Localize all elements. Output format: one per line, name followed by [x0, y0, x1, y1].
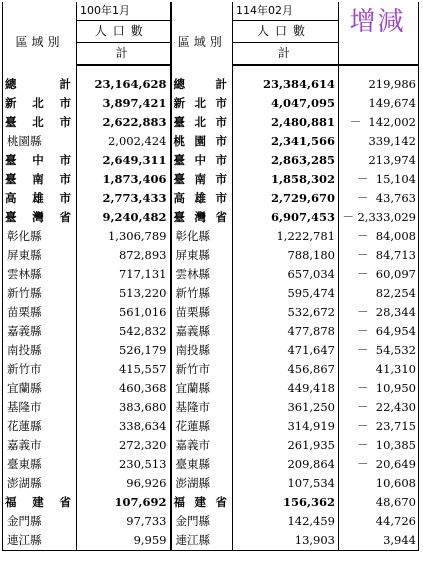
table-row — [3, 360, 419, 379]
table-row — [3, 132, 419, 151]
population-new: 314,919 — [233, 417, 339, 436]
region-name-new: 臺南市 — [171, 170, 233, 189]
region-name-new: 高雄市 — [171, 189, 233, 208]
region-name-old: 臺灣省 — [3, 208, 77, 227]
region-name-old: 雲林縣 — [3, 265, 77, 284]
table-row — [3, 265, 419, 284]
table-row — [3, 512, 419, 531]
region-name-old: 臺中市 — [3, 151, 77, 170]
table-row — [3, 398, 419, 417]
population-new: 4,047,095 — [233, 94, 339, 113]
region-name-old: 基隆市 — [3, 398, 77, 417]
population-old: 1,873,406 — [77, 170, 171, 189]
table-row — [3, 322, 419, 341]
region-name-old: 臺東縣 — [3, 455, 77, 474]
population-old: 2,773,433 — [77, 189, 171, 208]
population-new: 209,864 — [233, 455, 339, 474]
population-change: － 60,097 — [339, 265, 419, 284]
population-new: 156,362 — [233, 493, 339, 512]
table-row — [3, 436, 419, 455]
population-old: 97,733 — [77, 512, 171, 531]
population-old: 513,220 — [77, 284, 171, 303]
population-change: － 15,104 — [339, 170, 419, 189]
population-new: 13,903 — [233, 531, 339, 551]
region-name-new: 臺北市 — [171, 113, 233, 132]
region-name-old: 新北市 — [3, 94, 77, 113]
region-header-new: 區域別 — [171, 21, 233, 66]
population-change: 41,310 — [339, 360, 419, 379]
population-change: － 10,950 — [339, 379, 419, 398]
population-new: 2,729,670 — [233, 189, 339, 208]
population-old: 383,680 — [77, 398, 171, 417]
population-new: 456,867 — [233, 360, 339, 379]
population-new: 6,907,453 — [233, 208, 339, 227]
table-row — [3, 341, 419, 360]
region-name-new: 嘉義市 — [171, 436, 233, 455]
population-change: － 28,344 — [339, 303, 419, 322]
region-name-new: 連江縣 — [171, 531, 233, 551]
region-name-new: 金門縣 — [171, 512, 233, 531]
population-new: 1,222,781 — [233, 227, 339, 246]
region-name-old: 福建省 — [3, 493, 77, 512]
table-row — [3, 113, 419, 132]
population-change: 10,608 — [339, 474, 419, 493]
region-name-old: 嘉義縣 — [3, 322, 77, 341]
population-new: 477,878 — [233, 322, 339, 341]
region-name-old: 金門縣 — [3, 512, 77, 531]
population-new: 788,180 — [233, 246, 339, 265]
population-change: － 10,385 — [339, 436, 419, 455]
table-row — [3, 75, 419, 94]
region-name-old: 高雄市 — [3, 189, 77, 208]
population-old: 2,622,883 — [77, 113, 171, 132]
region-name-new: 澎湖縣 — [171, 474, 233, 493]
population-old: 561,016 — [77, 303, 171, 322]
population-old: 338,634 — [77, 417, 171, 436]
population-old: 9,240,482 — [77, 208, 171, 227]
region-name-new: 宜蘭縣 — [171, 379, 233, 398]
region-name-new: 苗栗縣 — [171, 303, 233, 322]
region-name-old: 彰化縣 — [3, 227, 77, 246]
region-name-new: 新竹市 — [171, 360, 233, 379]
population-old: 23,164,628 — [77, 75, 171, 94]
population-change: 48,670 — [339, 493, 419, 512]
region-name-old: 總 計 — [3, 75, 77, 94]
region-name-old: 嘉義市 — [3, 436, 77, 455]
population-old: 230,513 — [77, 455, 171, 474]
table-row — [3, 417, 419, 436]
population-change: 213,974 — [339, 151, 419, 170]
region-name-new: 南投縣 — [171, 341, 233, 360]
population-header-old: 人口數 — [77, 21, 171, 43]
population-old: 96,926 — [77, 474, 171, 493]
population-change: 149,674 — [339, 94, 419, 113]
region-name-new: 基隆市 — [171, 398, 233, 417]
population-old: 3,897,421 — [77, 94, 171, 113]
region-name-old: 澎湖縣 — [3, 474, 77, 493]
region-name-old: 新竹縣 — [3, 284, 77, 303]
table-row — [3, 227, 419, 246]
table-row — [3, 474, 419, 493]
population-new: 2,341,566 — [233, 132, 339, 151]
population-change: － 84,713 — [339, 246, 419, 265]
population-new: 532,672 — [233, 303, 339, 322]
region-name-new: 臺灣省 — [171, 208, 233, 227]
region-name-old: 苗栗縣 — [3, 303, 77, 322]
total-header-old: 計 — [77, 43, 171, 66]
population-change: － 43,763 — [339, 189, 419, 208]
table-row — [3, 94, 419, 113]
table-row — [3, 170, 419, 189]
population-old: 526,179 — [77, 341, 171, 360]
table-row — [3, 303, 419, 322]
population-new: 23,384,614 — [233, 75, 339, 94]
table-row — [3, 379, 419, 398]
population-change: 219,986 — [339, 75, 419, 94]
table-row — [3, 208, 419, 227]
period-old: 100年1月 — [77, 2, 171, 21]
region-name-new: 彰化縣 — [171, 227, 233, 246]
region-name-new: 新竹縣 — [171, 284, 233, 303]
population-new: 142,459 — [233, 512, 339, 531]
population-new: 1,858,302 — [233, 170, 339, 189]
population-change: － 64,954 — [339, 322, 419, 341]
region-name-new: 新北市 — [171, 94, 233, 113]
population-change: － 54,532 — [339, 341, 419, 360]
population-old: 1,306,789 — [77, 227, 171, 246]
population-old: 107,692 — [77, 493, 171, 512]
population-change: － 2,333,029 — [339, 208, 419, 227]
table-row — [3, 189, 419, 208]
population-change: － 20,649 — [339, 455, 419, 474]
population-change: 3,944 — [339, 531, 419, 551]
population-old: 272,320 — [77, 436, 171, 455]
table-row — [3, 493, 419, 512]
population-old: 872,893 — [77, 246, 171, 265]
population-new: 107,534 — [233, 474, 339, 493]
population-change: － 22,430 — [339, 398, 419, 417]
region-name-new: 福建省 — [171, 493, 233, 512]
region-name-new: 嘉義縣 — [171, 322, 233, 341]
region-name-new: 屏東縣 — [171, 246, 233, 265]
region-name-old: 桃園縣 — [3, 132, 77, 151]
change-header: 增減 — [339, 2, 419, 43]
region-name-old: 南投縣 — [3, 341, 77, 360]
region-name-old: 花蓮縣 — [3, 417, 77, 436]
population-new: 449,418 — [233, 379, 339, 398]
population-new: 361,250 — [233, 398, 339, 417]
region-name-old: 新竹市 — [3, 360, 77, 379]
population-old: 542,832 — [77, 322, 171, 341]
period-new: 114年02月 — [233, 2, 339, 21]
header-row-period — [3, 2, 419, 21]
population-old: 717,131 — [77, 265, 171, 284]
table-row — [3, 455, 419, 474]
header-spacer — [3, 65, 419, 75]
region-name-old: 連江縣 — [3, 531, 77, 551]
region-name-new: 臺中市 — [171, 151, 233, 170]
population-change: 339,142 — [339, 132, 419, 151]
table-row — [3, 246, 419, 265]
population-change: － 84,008 — [339, 227, 419, 246]
population-new: 657,034 — [233, 265, 339, 284]
population-old: 460,368 — [77, 379, 171, 398]
population-table — [2, 2, 419, 551]
population-change: － 23,715 — [339, 417, 419, 436]
population-old: 9,959 — [77, 531, 171, 551]
population-new: 595,474 — [233, 284, 339, 303]
population-old: 2,002,424 — [77, 132, 171, 151]
region-name-old: 臺北市 — [3, 113, 77, 132]
region-name-new: 臺東縣 — [171, 455, 233, 474]
table-row — [3, 531, 419, 551]
population-new: 261,935 — [233, 436, 339, 455]
region-name-old: 宜蘭縣 — [3, 379, 77, 398]
table-row — [3, 151, 419, 170]
population-change: － 142,002 — [339, 113, 419, 132]
region-name-new: 桃園市 — [171, 132, 233, 151]
total-header-new: 計 — [233, 43, 339, 66]
region-name-old: 屏東縣 — [3, 246, 77, 265]
population-change: 82,254 — [339, 284, 419, 303]
region-name-old: 臺南市 — [3, 170, 77, 189]
region-header-old: 區域別 — [3, 21, 77, 66]
population-old: 2,649,311 — [77, 151, 171, 170]
population-new: 471,647 — [233, 341, 339, 360]
population-new: 2,863,285 — [233, 151, 339, 170]
region-name-new: 花蓮縣 — [171, 417, 233, 436]
region-name-new: 總 計 — [171, 75, 233, 94]
table-row — [3, 284, 419, 303]
population-change: 44,726 — [339, 512, 419, 531]
population-new: 2,480,881 — [233, 113, 339, 132]
population-header-new: 人口數 — [233, 21, 339, 43]
region-name-new: 雲林縣 — [171, 265, 233, 284]
population-old: 415,557 — [77, 360, 171, 379]
